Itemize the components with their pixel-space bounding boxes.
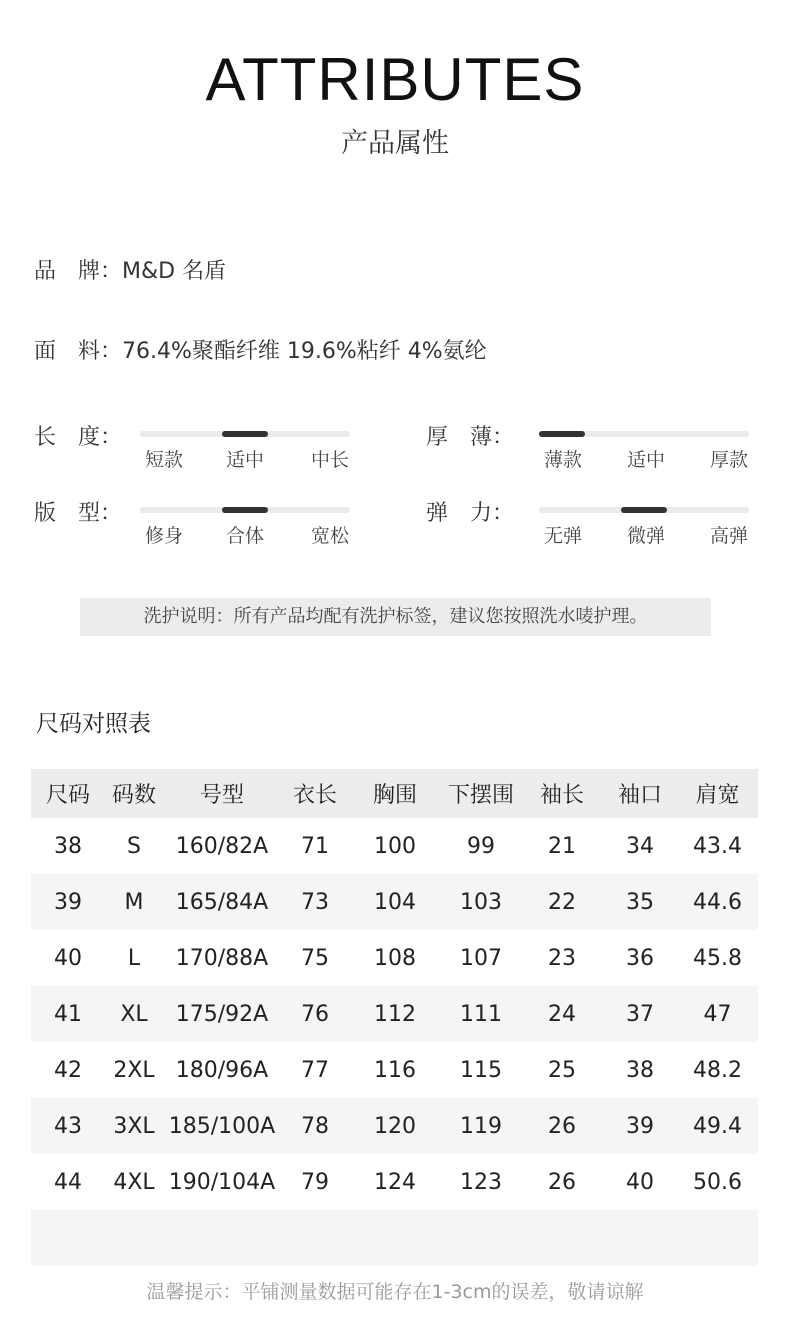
table-row — [31, 818, 758, 874]
scale-indicator — [222, 431, 268, 437]
column-header: 胸围 — [349, 769, 441, 818]
table-cell: 180/96A — [175, 1057, 269, 1083]
table-cell: 99 — [467, 833, 495, 859]
scale-track — [539, 431, 749, 437]
table-cell: 24 — [521, 986, 603, 1042]
table-cell: 23 — [548, 945, 576, 971]
table-cell: 37 — [603, 986, 677, 1042]
scale-label: 厚 薄： — [426, 425, 515, 450]
table-cell: M — [105, 874, 163, 930]
care-instructions: 洗护说明：所有产品均配有洗护标签，建议您按照洗水唛护理。 — [80, 598, 711, 636]
table-cell: 116 — [374, 1057, 416, 1083]
table-cell: 160/82A — [175, 833, 269, 859]
column-header: 袖口 — [603, 769, 677, 818]
table-header-row — [31, 769, 758, 818]
table-cell: 103 — [441, 874, 521, 930]
table-cell: L — [127, 945, 141, 971]
table-cell: S — [127, 833, 141, 859]
table-cell: 79 — [301, 1169, 329, 1195]
column-header: 下摆围 — [441, 769, 521, 818]
scale-thickness — [426, 423, 776, 483]
table-cell: 77 — [301, 1057, 329, 1083]
scale-label: 弹 力： — [426, 501, 515, 526]
column-header: 码数 — [105, 769, 163, 818]
table-cell: 43.4 — [693, 833, 742, 859]
table-cell: 108 — [374, 945, 416, 971]
table-cell-empty — [31, 1210, 758, 1266]
column-header: 号型 — [163, 769, 281, 818]
column-header: 衣长 — [281, 769, 349, 818]
table-cell: 75 — [301, 945, 329, 971]
table-cell: 25 — [548, 1057, 576, 1083]
fabric-row — [34, 337, 487, 367]
table-cell: 38 — [54, 833, 82, 859]
measurement-note: 温馨提示：平铺测量数据可能存在1-3cm的误差，敬请谅解 — [146, 1281, 644, 1303]
table-cell: 123 — [460, 1169, 502, 1195]
table-cell: 50.6 — [693, 1169, 742, 1195]
page-title: ATTRIBUTES — [205, 46, 585, 113]
table-cell: 112 — [349, 986, 441, 1042]
scale-option: 修身 — [144, 525, 184, 547]
table-cell: 42 — [54, 1057, 82, 1083]
table-cell: 175/92A — [163, 986, 281, 1042]
table-row — [31, 1042, 758, 1098]
table-cell: 115 — [460, 1057, 502, 1083]
table-cell: 73 — [281, 874, 349, 930]
table-cell: 111 — [441, 986, 521, 1042]
scale-label: 版 型： — [34, 501, 123, 526]
table-cell: 49.4 — [677, 1098, 758, 1154]
table-cell: 190/104A — [168, 1169, 276, 1195]
scale-option: 宽松 — [310, 525, 350, 547]
table-cell: XL — [105, 986, 163, 1042]
scale-indicator — [539, 431, 585, 437]
table-cell: 78 — [281, 1098, 349, 1154]
table-cell: 40 — [54, 945, 82, 971]
fabric-label: 面 料： — [34, 339, 123, 364]
table-cell: 26 — [548, 1169, 576, 1195]
table-cell: 38 — [626, 1057, 654, 1083]
table-cell: 107 — [460, 945, 502, 971]
table-cell: 47 — [677, 986, 758, 1042]
table-cell: 165/84A — [163, 874, 281, 930]
table-cell: 36 — [626, 945, 654, 971]
scale-option: 无弹 — [543, 525, 583, 547]
scale-option: 微弹 — [626, 525, 666, 547]
scale-option: 高弹 — [709, 525, 749, 547]
size-chart-title: 尺码对照表 — [36, 711, 151, 737]
scale-track — [539, 507, 749, 513]
table-cell: 4XL — [113, 1169, 155, 1195]
scale-option: 中长 — [310, 449, 350, 471]
table-row — [31, 1098, 758, 1154]
scale-track — [140, 507, 350, 513]
table-row — [31, 986, 758, 1042]
scale-label: 长 度： — [34, 425, 123, 450]
column-header: 肩宽 — [677, 769, 758, 818]
brand-label: 品 牌： — [34, 259, 123, 284]
table-cell: 124 — [374, 1169, 416, 1195]
scale-length — [34, 423, 384, 483]
table-cell: 185/100A — [163, 1098, 281, 1154]
scale-option: 合体 — [225, 525, 265, 547]
scale-indicator — [222, 507, 268, 513]
table-cell: 104 — [349, 874, 441, 930]
table-cell: 76 — [281, 986, 349, 1042]
scale-option: 薄款 — [543, 449, 583, 471]
table-cell: 120 — [349, 1098, 441, 1154]
scale-elasticity — [426, 499, 776, 559]
table-cell: 21 — [548, 833, 576, 859]
column-header: 尺码 — [31, 769, 105, 818]
scale-option: 厚款 — [709, 449, 749, 471]
table-cell: 26 — [521, 1098, 603, 1154]
table-cell: 44 — [54, 1169, 82, 1195]
table-cell: 3XL — [105, 1098, 163, 1154]
table-cell: 45.8 — [693, 945, 742, 971]
table-cell: 43 — [31, 1098, 105, 1154]
scale-option: 短款 — [144, 449, 184, 471]
scale-option: 适中 — [225, 449, 265, 471]
size-chart-table — [31, 769, 758, 1266]
table-cell: 39 — [31, 874, 105, 930]
scale-track — [140, 431, 350, 437]
brand-row — [34, 257, 226, 287]
table-cell: 71 — [301, 833, 329, 859]
table-cell: 2XL — [113, 1057, 155, 1083]
column-header: 袖长 — [521, 769, 603, 818]
scale-fit — [34, 499, 384, 559]
table-row — [31, 930, 758, 986]
table-cell: 170/88A — [175, 945, 269, 971]
table-row — [31, 874, 758, 930]
brand-value: M&D 名盾 — [122, 259, 227, 284]
table-cell: 39 — [603, 1098, 677, 1154]
table-cell: 41 — [31, 986, 105, 1042]
table-row — [31, 1154, 758, 1210]
table-cell: 48.2 — [693, 1057, 742, 1083]
table-cell: 34 — [626, 833, 654, 859]
table-cell: 40 — [626, 1169, 654, 1195]
page-subtitle: 产品属性 — [341, 128, 449, 159]
table-cell: 22 — [521, 874, 603, 930]
scale-indicator — [621, 507, 667, 513]
table-cell: 119 — [441, 1098, 521, 1154]
table-cell: 35 — [603, 874, 677, 930]
table-cell: 100 — [374, 833, 416, 859]
fabric-value: 76.4%聚酯纤维 19.6%粘纤 4%氨纶 — [122, 339, 487, 364]
table-cell: 44.6 — [677, 874, 758, 930]
scale-option: 适中 — [626, 449, 666, 471]
table-row-empty — [31, 1210, 758, 1266]
